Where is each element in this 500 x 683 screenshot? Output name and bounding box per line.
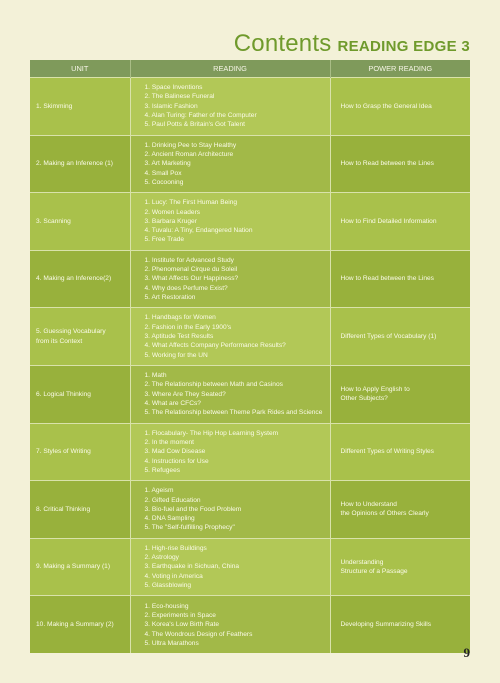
reading-item: 3. Bio-fuel and the Food Problem — [144, 505, 242, 513]
reading-item: 2. The Balinese Funeral — [144, 93, 215, 101]
contents-table — [30, 60, 470, 653]
unit-cell — [30, 423, 130, 481]
title-contents: Contents — [233, 30, 332, 57]
reading-item: 3. Korea's Low Birth Rate — [144, 621, 220, 629]
reading-item: 1. Institute for Advanced Study — [144, 256, 234, 264]
unit-cell — [30, 481, 130, 539]
reading-cell — [130, 193, 330, 251]
reading-item: 3. What Affects Our Happiness? — [144, 275, 239, 283]
reading-item: 2. Experiments in Space — [144, 611, 216, 619]
unit-label: 8. Critical Thinking — [36, 505, 91, 513]
column-header-reading: READING — [130, 60, 330, 78]
reading-cell — [130, 365, 330, 423]
unit-label: 4. Making an Inference(2) — [36, 275, 112, 283]
unit-cell — [30, 308, 130, 366]
unit-label: 1. Skimming — [36, 102, 73, 110]
reading-item: 1. Drinking Pee to Stay Healthy — [144, 141, 237, 149]
power-reading-cell: Developing Summarizing Skills — [330, 596, 470, 654]
unit-label: 5. Guessing Vocabulary from its Context — [36, 328, 106, 345]
reading-item: 2. In the moment — [144, 438, 194, 446]
table-row — [30, 308, 470, 366]
reading-item: 1. Ageism — [144, 487, 174, 495]
unit-cell — [30, 193, 130, 251]
reading-item: 1. Lucy: The First Human Being — [144, 199, 238, 207]
unit-cell — [30, 365, 130, 423]
power-reading-cell: How to Read between the Lines — [330, 135, 470, 193]
column-header-unit: UNIT — [30, 60, 130, 78]
table-body — [30, 78, 470, 654]
reading-cell — [130, 538, 330, 596]
power-reading-cell: Different Types of Vocabulary (1) — [330, 308, 470, 366]
reading-item: 5. The "Self-fulfilling Prophecy" — [144, 524, 235, 532]
reading-cell — [130, 596, 330, 654]
power-reading-cell: Different Types of Writing Styles — [330, 423, 470, 481]
reading-item: 5. Free Trade — [144, 236, 185, 244]
reading-item: 5. The Relationship between Theme Park Rides and Science — [144, 409, 323, 417]
reading-item: 3. Barbara Kruger — [144, 217, 197, 225]
reading-cell — [130, 308, 330, 366]
reading-item: 5. Paul Potts & Britain's Got Talent — [144, 121, 245, 129]
page-number: 9 — [463, 645, 470, 660]
reading-item: 2. Phenomenal Cirque du Soleil — [144, 266, 238, 274]
reading-item: 4. The Wondrous Design of Feathers — [144, 630, 253, 638]
reading-item: 5. Art Restoration — [144, 294, 196, 302]
table-row — [30, 250, 470, 308]
reading-item: 5. Working for the UN — [144, 351, 208, 359]
reading-item: 2. The Relationship between Math and Casinos — [144, 381, 283, 389]
reading-item: 1. Flocabulary- The Hip Hop Learning System — [144, 429, 279, 437]
reading-item: 5. Cocooning — [144, 178, 184, 186]
reading-item: 4. Alan Turing: Father of the Computer — [144, 111, 257, 119]
reading-item: 4. Tuvalu: A Tiny, Endangered Nation — [144, 227, 253, 235]
power-reading-cell: Understanding Structure of a Passage — [330, 538, 470, 596]
reading-item: 2. Gifted Education — [144, 496, 201, 504]
reading-item: 4. Instructions for Use — [144, 457, 209, 465]
unit-cell — [30, 135, 130, 193]
unit-cell — [30, 78, 130, 136]
reading-item: 1. Space Inventions — [144, 84, 203, 92]
reading-item: 4. Voting in America — [144, 572, 203, 580]
power-reading-cell: How to Find Detailed Information — [330, 193, 470, 251]
table-row — [30, 596, 470, 654]
table-row — [30, 78, 470, 136]
reading-item: 1. High-rise Buildings — [144, 544, 207, 552]
reading-item: 4. DNA Sampling — [144, 515, 195, 523]
power-reading-cell: How to Grasp the General Idea — [330, 78, 470, 136]
reading-item: 3. Aptitude Test Results — [144, 333, 214, 341]
reading-item: 1. Handbags for Women — [144, 314, 216, 322]
title-book: READING EDGE 3 — [337, 38, 470, 55]
table-row — [30, 423, 470, 481]
table-row — [30, 135, 470, 193]
column-header-power-reading: POWER READING — [330, 60, 470, 78]
unit-label: 10. Making a Summary (2) — [36, 621, 114, 629]
reading-item: 3. Islamic Fashion — [144, 102, 198, 110]
reading-item: 4. Small Pox — [144, 169, 182, 177]
reading-item: 2. Women Leaders — [144, 208, 201, 216]
reading-item: 4. What are CFCs? — [144, 399, 201, 407]
unit-cell — [30, 250, 130, 308]
reading-cell — [130, 135, 330, 193]
reading-item: 2. Ancient Roman Architecture — [144, 150, 234, 158]
reading-item: 3. Art Marketing — [144, 160, 191, 168]
reading-item: 3. Where Are They Seated? — [144, 390, 226, 398]
reading-item: 5. Ultra Marathons — [144, 639, 199, 647]
unit-cell — [30, 538, 130, 596]
reading-item: 5. Refugees — [144, 466, 181, 474]
unit-label: 7. Styles of Writing — [36, 448, 91, 456]
unit-cell — [30, 596, 130, 654]
unit-label: 9. Making a Summary (1) — [36, 563, 111, 571]
reading-cell — [130, 78, 330, 136]
unit-label: 6. Logical Thinking — [36, 390, 91, 398]
reading-item: 3. Mad Cow Disease — [144, 448, 206, 456]
table-row — [30, 365, 470, 423]
page-title — [30, 30, 470, 58]
power-reading-cell: How to Apply English to Other Subjects? — [330, 365, 470, 423]
unit-label: 3. Scanning — [36, 217, 71, 225]
power-reading-cell: How to Read between the Lines — [330, 250, 470, 308]
reading-item: 1. Math — [144, 372, 167, 380]
unit-label: 2. Making an Inference (1) — [36, 160, 113, 168]
reading-cell — [130, 481, 330, 539]
table-row — [30, 538, 470, 596]
reading-item: 3. Earthquake in Sichuan, China — [144, 563, 240, 571]
reading-item: 2. Astrology — [144, 554, 179, 562]
reading-item: 1. Eco-housing — [144, 602, 189, 610]
table-header — [30, 60, 470, 78]
reading-item: 4. Why does Perfume Exist? — [144, 284, 228, 292]
table-row — [30, 193, 470, 251]
reading-item: 4. What Affects Company Performance Results? — [144, 342, 286, 350]
table-row — [30, 481, 470, 539]
reading-item: 5. Glassblowing — [144, 581, 192, 589]
reading-item: 2. Fashion in the Early 1900's — [144, 323, 232, 331]
reading-cell — [130, 250, 330, 308]
reading-cell — [130, 423, 330, 481]
power-reading-cell: How to Understand the Opinions of Others Clearly — [330, 481, 470, 539]
